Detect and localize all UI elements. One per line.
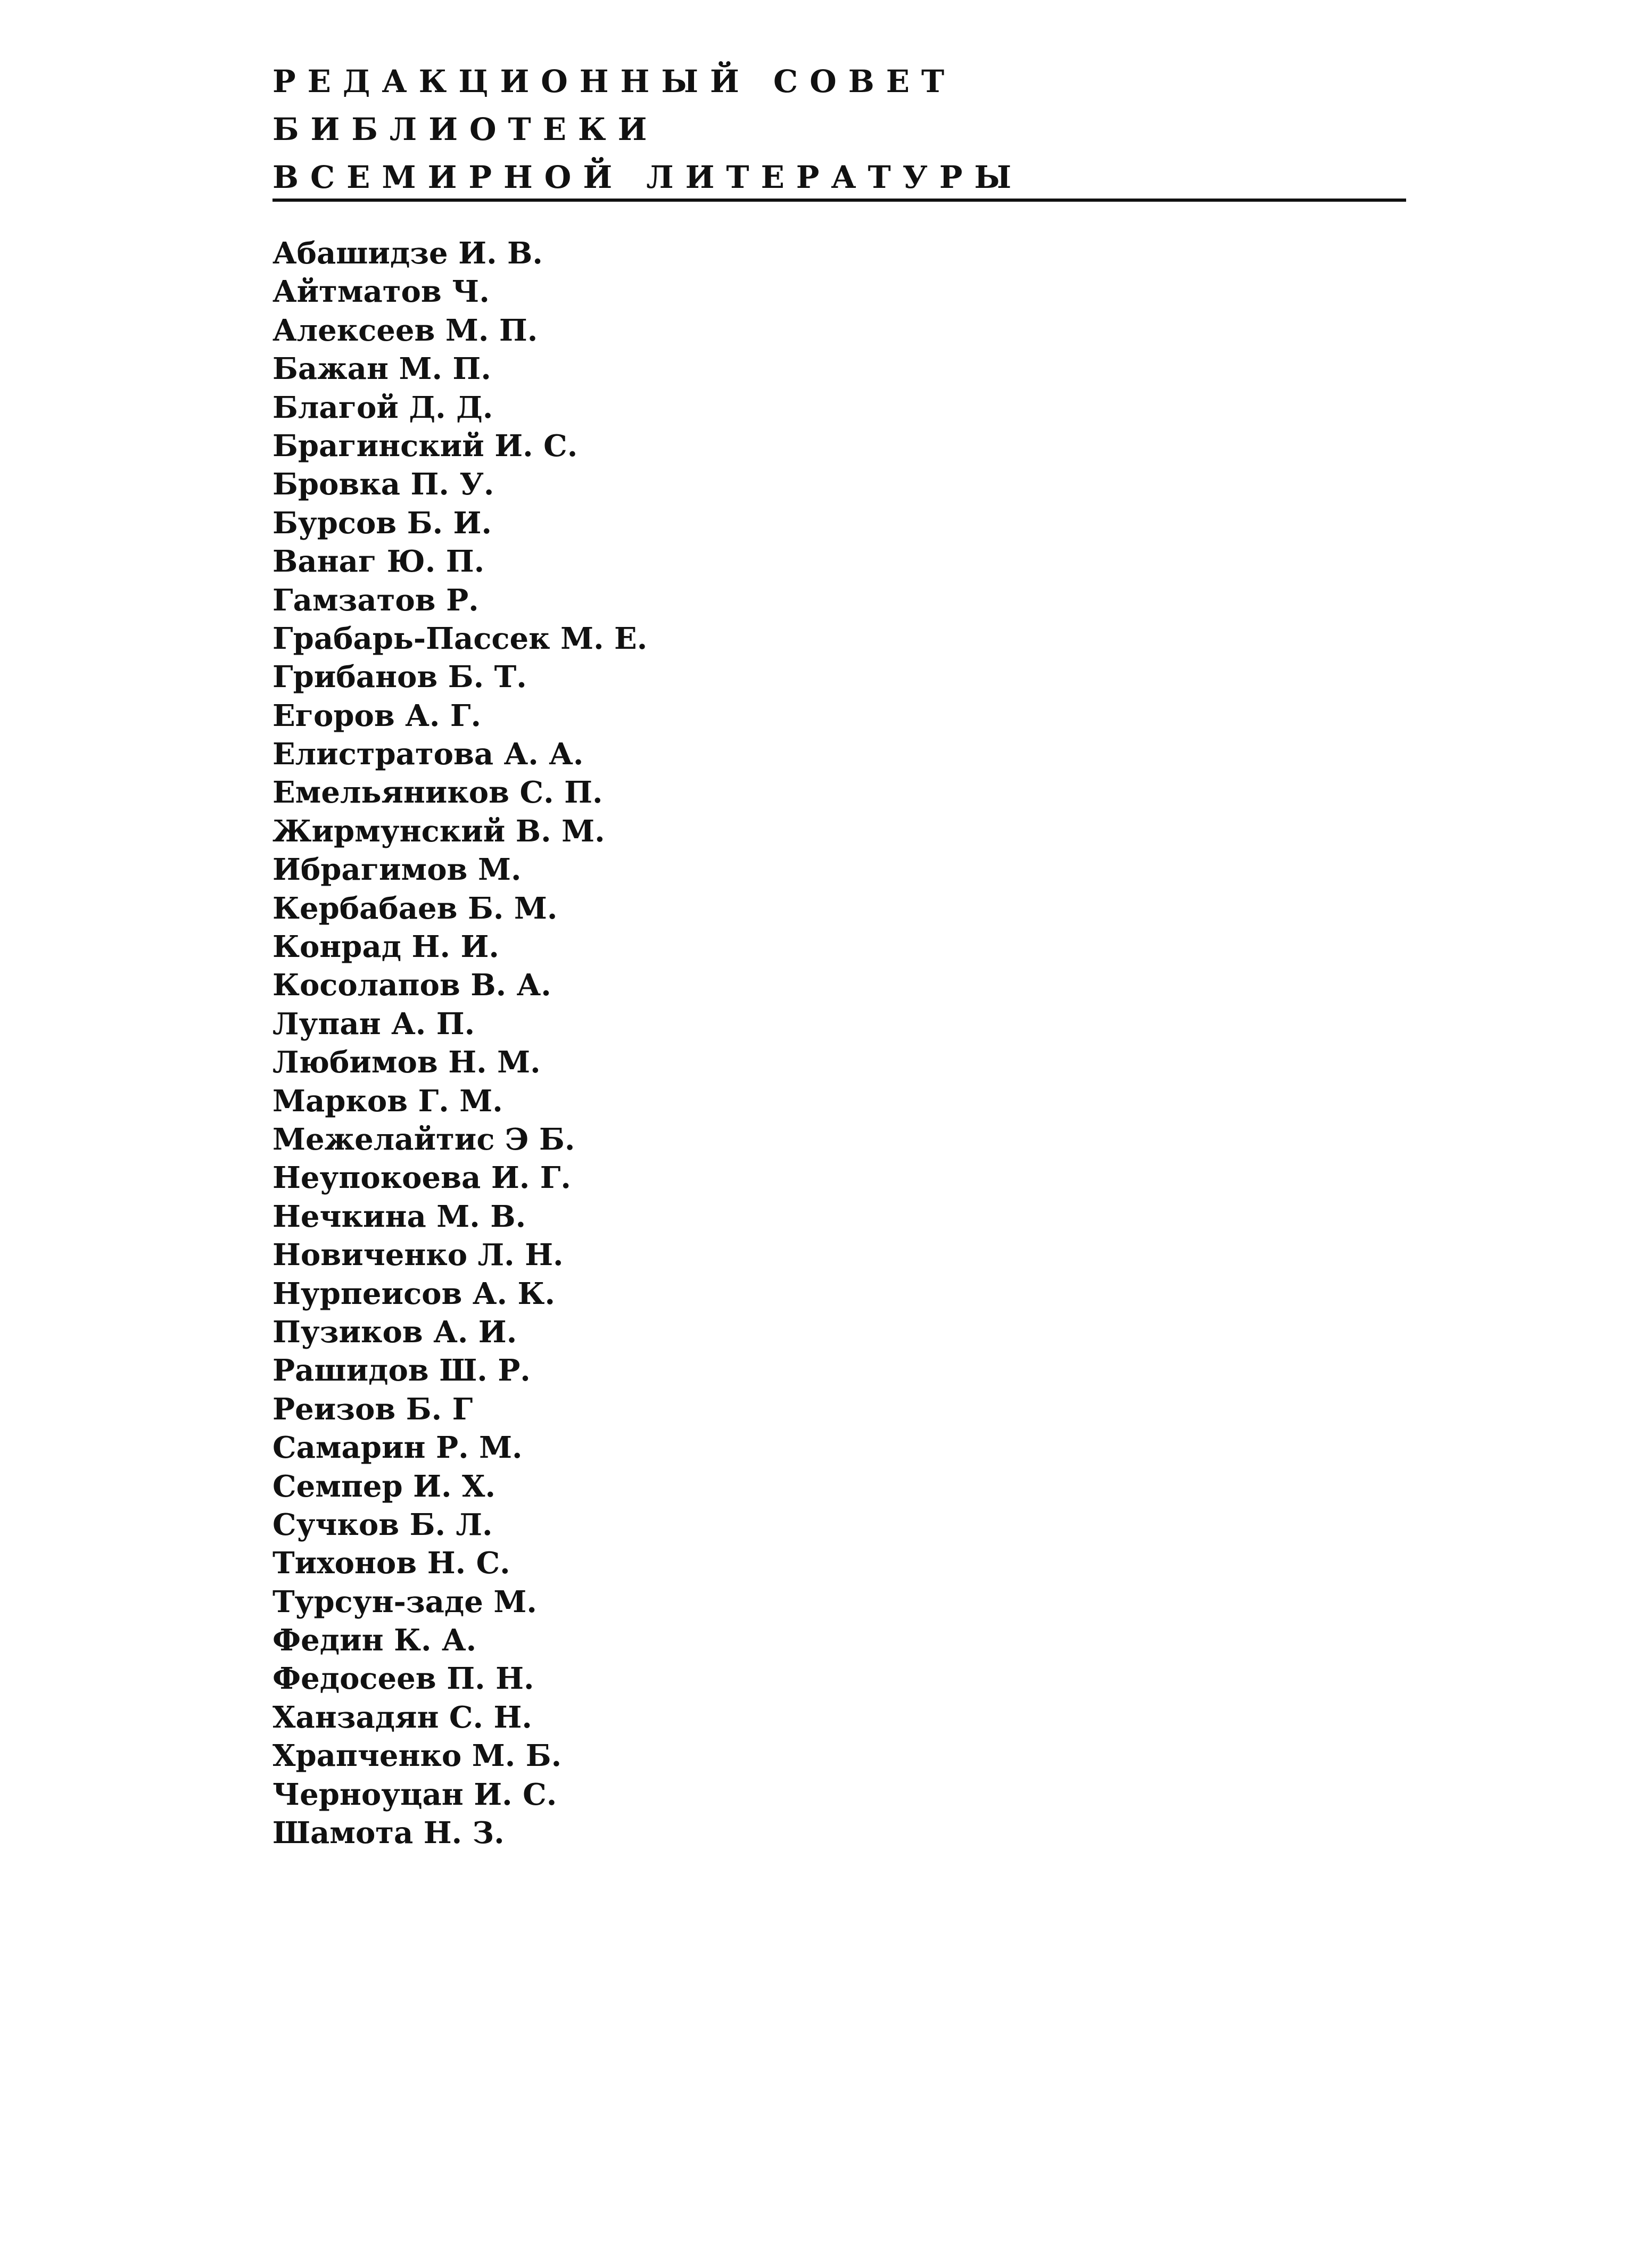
council-member: Жирмунский В. М. [272,813,605,849]
council-member: Ванаг Ю. П. [272,544,485,580]
council-member: Бурсов Б. И. [272,505,492,541]
council-members-list [272,234,647,1852]
council-member: Бажан М. П. [272,351,491,387]
council-member: Черноуцан И. С. [272,1777,557,1812]
heading-divider [272,199,1406,202]
council-member: Алексеев М. П. [272,312,538,348]
council-member: Абашидзе И. В. [272,236,543,271]
page-heading [272,57,1023,201]
council-member: Нечкина М. В. [272,1199,526,1234]
council-member: Конрад Н. И. [272,929,499,965]
council-member: Грабарь-Пассек М. Е. [272,621,648,656]
council-member: Любимов Н. М. [272,1045,541,1080]
council-member: Ибрагимов М. [272,852,522,888]
council-member: Новиченко Л. Н. [272,1237,564,1273]
council-member: Грибанов Б. Т. [272,659,527,695]
council-member: Турсун-заде М. [272,1584,537,1620]
council-member: Айтматов Ч. [272,274,490,310]
council-member: Брагинский И. С. [272,428,578,464]
council-member: Межелайтис Э Б. [272,1121,575,1157]
heading-line-3: ВСЕМИРНОЙ ЛИТЕРАТУРЫ [272,159,1023,195]
council-member: Федосеев П. Н. [272,1661,534,1697]
council-member: Сучков Б. Л. [272,1507,493,1542]
council-member: Неупокоева И. Г. [272,1160,571,1196]
heading-line-1: РЕДАКЦИОННЫЙ СОВЕТ [272,63,956,100]
council-member: Гамзатов Р. [272,582,479,618]
heading-line-2: БИБЛИОТЕКИ [272,111,659,147]
council-member: Егоров А. Г. [272,698,482,733]
council-member: Благой Д. Д. [272,390,493,425]
council-member: Реизов Б. Г [272,1391,473,1427]
council-member: Шамота Н. З. [272,1815,505,1851]
council-member: Лупан А. П. [272,1006,475,1042]
council-member: Храпченко М. Б. [272,1738,562,1774]
council-member: Рашидов Ш. Р. [272,1353,531,1389]
council-member: Федин К. А. [272,1623,477,1658]
council-member: Косолапов В. А. [272,968,551,1003]
council-member: Тихонов Н. С. [272,1546,510,1581]
council-member: Пузиков А. И. [272,1314,517,1350]
council-member: Бровка П. У. [272,467,494,502]
council-member: Семпер И. Х. [272,1468,495,1504]
council-member: Марков Г. М. [272,1083,503,1119]
council-member: Ханзадян С. Н. [272,1699,532,1735]
council-member: Елистратова А. А. [272,737,584,772]
council-member: Емельяников С. П. [272,775,603,811]
council-member: Кербабаев Б. М. [272,890,558,926]
council-member: Самарин Р. М. [272,1430,523,1466]
council-member: Нурпеисов А. К. [272,1276,555,1311]
